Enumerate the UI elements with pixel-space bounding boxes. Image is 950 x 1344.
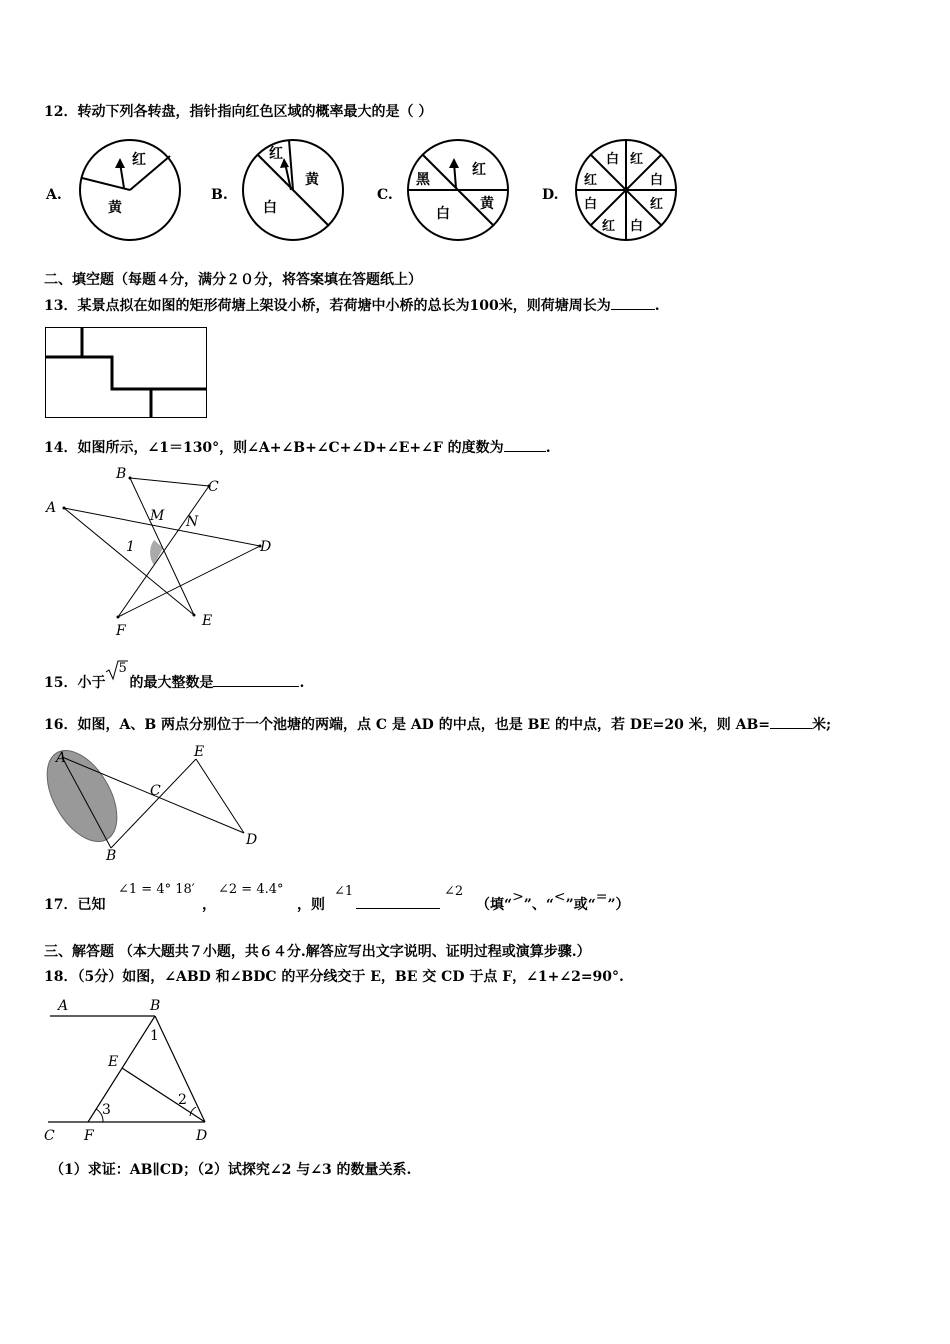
spinner-d-sector: 红	[650, 197, 664, 212]
q16-text: 16．如图，A、B 两点分别位于一个池塘的两端，点 C 是 AD 的中点，也是 BE 的中点，若 DE=20 米，则 AB=	[44, 717, 771, 733]
q14-label-1: 1	[126, 539, 135, 555]
q16-label-e: E	[194, 744, 205, 760]
q17-angle2: ∠2 = 4.4°	[218, 882, 284, 897]
q15-line	[44, 661, 305, 692]
spinner-b-yellow: 黄	[305, 172, 319, 188]
spinner-a	[78, 138, 182, 242]
q14-text: 14．如图所示，∠1＝130°，则∠A+∠B+∠C+∠D+∠E+∠F 的度数为	[44, 440, 504, 456]
q18-text: 18．（5分）如图，∠ABD 和∠BDC 的平分线交于 E，BE 交 CD 于点 F，∠1+∠2=90°.	[44, 969, 624, 985]
q16-label-b: B	[106, 848, 117, 864]
spinner-d-sector: 白	[606, 152, 620, 167]
q17-a2: ∠2	[444, 884, 464, 899]
section2-title: 二、填空题（每题４分，满分２０分，将答案填在答题纸上）	[44, 272, 422, 288]
q15-answer-blank[interactable]	[213, 686, 299, 687]
q17-fill: （填“	[476, 897, 513, 913]
q18-label-1: 1	[150, 1028, 159, 1044]
pond-diagram	[45, 327, 209, 419]
q12-text: 12．转动下列各转盘，指针指向红色区域的概率最大的是（ ）	[44, 104, 433, 120]
q16-label-c: C	[150, 783, 161, 799]
q14-line	[44, 439, 551, 457]
sqrt-5-arg: 5	[118, 661, 127, 676]
q16-label-d: D	[246, 832, 258, 848]
spinner-a-red: 红	[132, 152, 146, 168]
q18-label-b: B	[150, 998, 161, 1014]
q16-label-a: A	[56, 750, 67, 766]
spinner-c	[406, 138, 510, 242]
spinner-c-yellow: 黄	[480, 196, 494, 212]
spinner-d-sector: 白	[630, 219, 644, 234]
q17-answer-blank[interactable]	[356, 908, 440, 909]
spinner-d-sector: 红	[584, 173, 598, 188]
q17-prefix: 17．已知	[44, 897, 106, 913]
q14-label-m: M	[150, 508, 165, 524]
q18-label-2: 2	[178, 1092, 187, 1108]
q17-angle1: ∠1 = 4° 18′	[118, 882, 195, 897]
q17-fill-hint	[476, 889, 630, 914]
q16-answer-blank[interactable]	[770, 728, 812, 729]
q18-label-d: D	[196, 1128, 208, 1144]
q17-eq: =	[595, 889, 608, 905]
q18-sub: （1）求证：AB∥CD；（2）试探究∠2 与∠3 的数量关系.	[50, 1162, 412, 1178]
pond-ab-diagram	[44, 744, 264, 869]
spinner-d-sector: 白	[650, 173, 664, 188]
spinner-b-white: 白	[263, 200, 277, 216]
q14-label-d: D	[260, 539, 272, 555]
star-diagram	[40, 465, 280, 640]
q14-answer-blank[interactable]	[504, 451, 546, 452]
q16-end: 米;	[812, 717, 832, 733]
q17-comma: ，	[202, 897, 216, 913]
spinner-d-sector: 红	[630, 152, 644, 167]
q12-option-c: C.	[377, 187, 393, 203]
q14-label-e: E	[202, 613, 213, 629]
spinner-d-sector: 红	[602, 219, 616, 234]
section3-title: 三、解答题 （本大题共７小题，共６４分.解答应写出文字说明、证明过程或演算步骤.）	[44, 944, 591, 960]
q16-line	[44, 716, 831, 734]
spinner-d-sector: 白	[584, 197, 598, 212]
q17-a1: ∠1	[334, 884, 354, 899]
q13-answer-blank[interactable]	[611, 309, 655, 310]
q13-end: .	[654, 298, 660, 314]
q14-label-b: B	[116, 466, 127, 482]
q14-label-c: C	[208, 479, 219, 495]
sqrt-5	[105, 661, 129, 687]
parallel-lines-diagram	[40, 994, 220, 1146]
spinner-b	[241, 138, 345, 242]
q14-label-a: A	[46, 500, 57, 516]
q18-label-a: A	[58, 998, 69, 1014]
q13-text: 13．某景点拟在如图的矩形荷塘上架设小桥，若荷塘中小桥的总长为100米，则荷塘周长为	[44, 298, 611, 314]
q14-end: .	[545, 440, 551, 456]
q12-option-b: B.	[211, 187, 228, 203]
spinner-c-red: 红	[472, 162, 486, 178]
spinner-d	[574, 138, 678, 242]
spinner-c-white: 白	[436, 206, 450, 222]
q18-label-3: 3	[102, 1102, 111, 1118]
q17-gt: >	[512, 889, 524, 905]
q12-option-a: A.	[46, 187, 62, 203]
q17-lt: <	[553, 889, 566, 905]
q14-label-n: N	[186, 514, 199, 530]
q18-label-e: E	[108, 1054, 119, 1070]
q12-option-d: D.	[542, 187, 559, 203]
q15-prefix: 15．小于	[44, 675, 106, 691]
q14-label-f: F	[116, 623, 126, 639]
q15-end: .	[299, 675, 305, 691]
q17-sep1: ”、“	[523, 897, 554, 913]
q13-line	[44, 297, 660, 315]
q18-label-c: C	[44, 1128, 55, 1144]
q17-blank-wrap	[356, 896, 440, 914]
q17-close: ”）	[607, 897, 630, 913]
spinner-a-yellow: 黄	[108, 200, 122, 216]
spinner-c-black: 黑	[416, 172, 430, 188]
q17-or: ”或“	[565, 897, 596, 913]
q18-label-f: F	[84, 1128, 94, 1144]
q15-suffix: 的最大整数是	[129, 675, 214, 691]
q17-then: ，则	[297, 897, 325, 913]
spinner-b-red: 红	[269, 146, 283, 162]
